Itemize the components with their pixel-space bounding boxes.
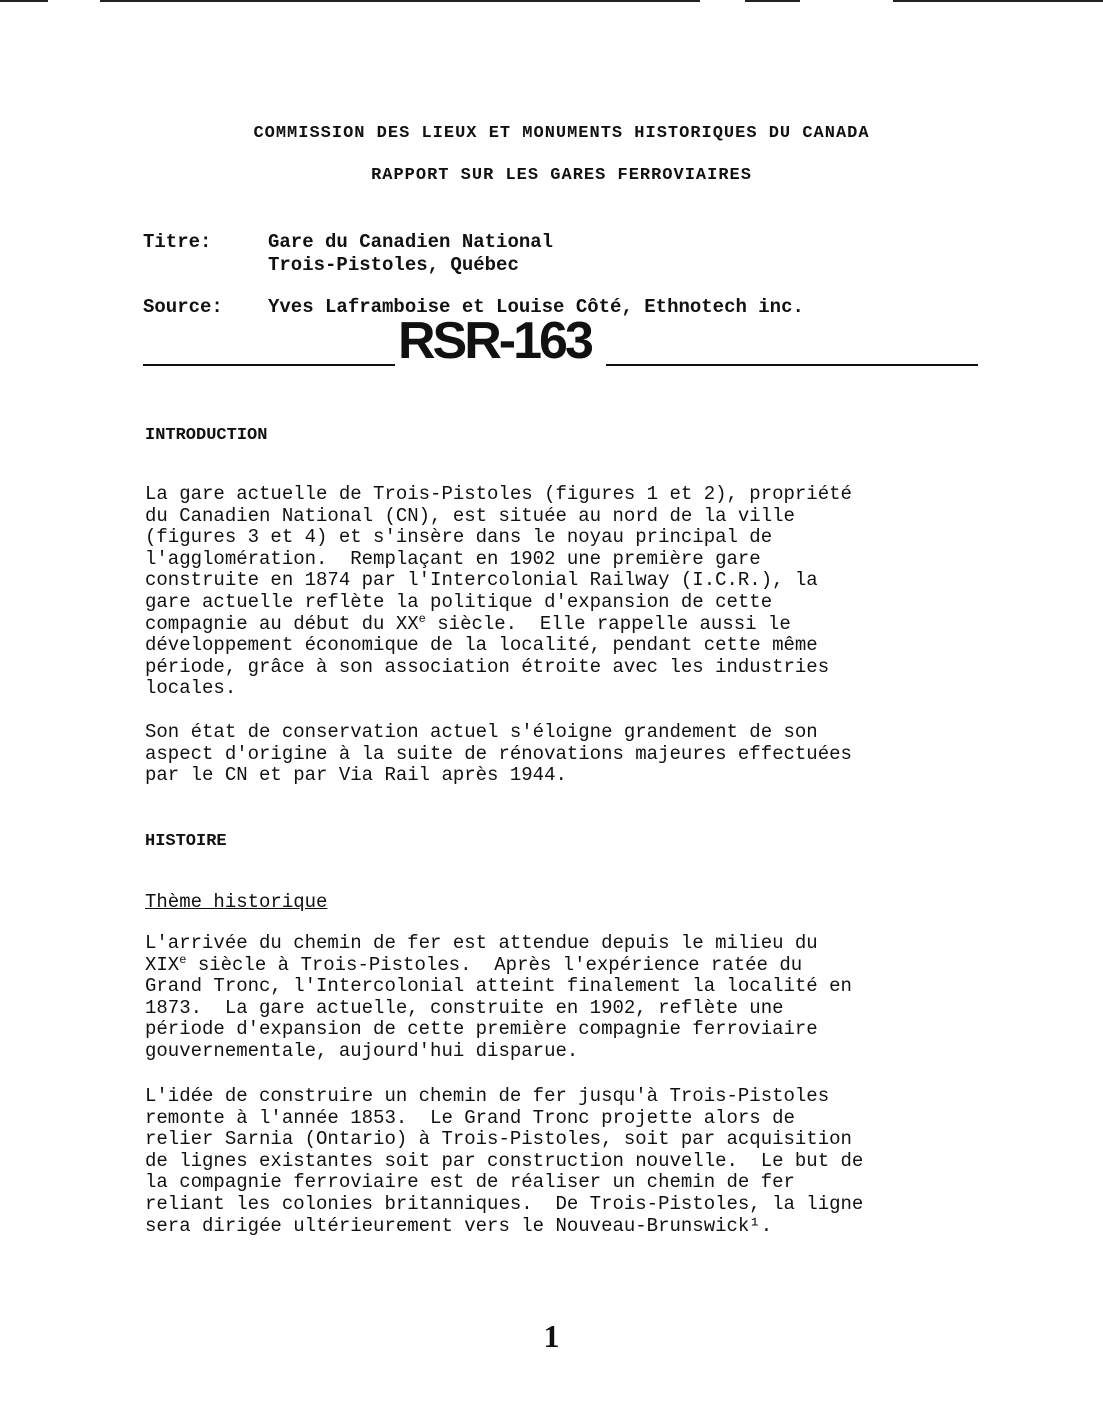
scan-edge-line <box>0 0 48 2</box>
scan-edge-line <box>893 0 1103 2</box>
source-label: Source: <box>143 296 223 318</box>
superscript: e <box>418 611 426 626</box>
superscript: e <box>179 952 187 967</box>
theme-historique-subheading: Thème historique <box>145 891 328 913</box>
report-code: RSR-163 <box>398 312 591 370</box>
scan-edge-line <box>100 0 700 2</box>
introduction-paragraph-1: La gare actuelle de Trois-Pistoles (figures 1 et 2), propriété du Canadien National (CN), est située au nord de la ville (figures 3 et 4) et s'insère dans le noyau principal de l'agglomération. Remplaçant en 1902 une première gare construite en 1874 par l'Intercolonial Railway (I.C.R.), la gare actuelle reflète la politique d'expansion de cette compagnie au début du XXe siècle. Elle rappelle aussi le développement économique de la localité, pendant cette même période, grâce à son association étroite avec les industries locales. <box>145 483 852 700</box>
report-heading: RAPPORT SUR LES GARES FERROVIAIRES <box>371 166 752 185</box>
header-rule-left <box>143 364 395 366</box>
title-line-1: Gare du Canadien National <box>268 231 554 253</box>
histoire-paragraph-1: L'arrivée du chemin de fer est attendue depuis le milieu du XIXe siècle à Trois-Pistoles. Après l'expérience ratée du Grand Tronc, l'Intercolonial atteint finalement la localité en 1873. La gare actuelle, construite en 1902, reflète une période d'expansion de cette première compagnie ferroviaire gouvernementale, aujourd'hui disparue. <box>145 932 852 1062</box>
scan-edge-line <box>745 0 800 2</box>
introduction-paragraph-2: Son état de conservation actuel s'éloigne grandement de son aspect d'origine à la suite de rénovations majeures effectuées par le CN et par Via Rail après 1944. <box>145 721 852 787</box>
title-label: Titre: <box>143 231 212 253</box>
histoire-paragraph-2: L'idée de construire un chemin de fer jusqu'à Trois-Pistoles remonte à l'année 1853. Le Grand Tronc projette alors de relier Sarnia (Ontario) à Trois-Pistoles, soit par acquisition de lignes existantes soit par construction nouvelle. Le but de la compagnie ferroviaire est de réaliser un chemin de fer reliant les colonies britanniques. De Trois-Pistoles, la ligne sera dirigée ultérieurement vers le Nouveau-Brunswick¹. <box>145 1085 864 1237</box>
page-number: 1 <box>543 1318 560 1354</box>
title-line-2: Trois-Pistoles, Québec <box>268 254 519 276</box>
commission-heading: COMMISSION DES LIEUX ET MONUMENTS HISTORIQUES DU CANADA <box>253 124 870 143</box>
introduction-heading: INTRODUCTION <box>145 426 268 445</box>
histoire-heading: HISTOIRE <box>145 832 227 851</box>
header-rule-right <box>606 364 978 366</box>
source-value: Yves Laframboise et Louise Côté, Ethnotech inc. <box>268 296 804 318</box>
